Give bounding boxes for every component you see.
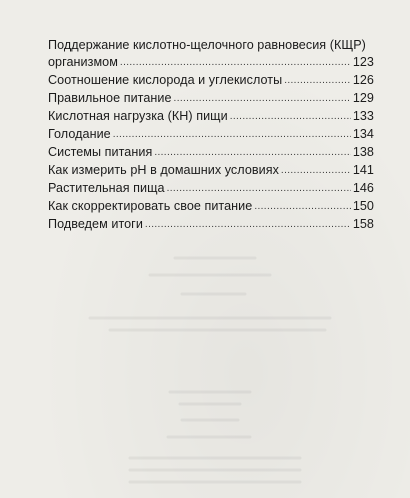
table-of-contents bbox=[48, 37, 374, 234]
leader-dots bbox=[154, 143, 351, 161]
toc-entry bbox=[48, 216, 374, 234]
leader-dots bbox=[120, 53, 351, 71]
toc-entry-title: Кислотная нагрузка (КН) пищи bbox=[48, 109, 228, 123]
toc-entry bbox=[48, 144, 374, 162]
toc-entry-title: Как скорректировать свое питание bbox=[48, 199, 253, 213]
toc-entry-title: Голодание bbox=[48, 127, 111, 141]
leader-dots bbox=[145, 215, 351, 233]
toc-entry bbox=[48, 90, 374, 108]
toc-entry bbox=[48, 108, 374, 126]
toc-page-number: 150 bbox=[352, 199, 374, 213]
toc-entry-title-line: Поддержание кислотно-щелочного равновесия (КЩР) bbox=[48, 38, 366, 52]
toc-entry-title: Правильное питание bbox=[48, 91, 172, 105]
toc-entry bbox=[48, 162, 374, 180]
toc-page-number: 146 bbox=[352, 181, 374, 195]
toc-page-number: 141 bbox=[352, 163, 374, 177]
toc-entry bbox=[48, 37, 374, 72]
leader-dots bbox=[230, 107, 351, 125]
toc-page-number: 129 bbox=[352, 91, 374, 105]
toc-page-number: 134 bbox=[352, 127, 374, 141]
toc-entry bbox=[48, 126, 374, 144]
leader-dots bbox=[113, 125, 351, 143]
leader-dots bbox=[284, 71, 351, 89]
toc-page-number: 158 bbox=[352, 217, 374, 231]
toc-page-number: 138 bbox=[352, 145, 374, 159]
leader-dots bbox=[281, 161, 351, 179]
toc-entry-title-line: организмом bbox=[48, 55, 118, 69]
toc-page-number: 133 bbox=[352, 109, 374, 123]
toc-entry-title: Как измерить pH в домашних условиях bbox=[48, 163, 279, 177]
toc-entry-title: Системы питания bbox=[48, 145, 153, 159]
toc-entry bbox=[48, 72, 374, 90]
toc-entry-title: Соотношение кислорода и углекислоты bbox=[48, 73, 283, 87]
leader-dots bbox=[254, 197, 351, 215]
toc-page-number: 126 bbox=[352, 73, 374, 87]
toc-entry-title: Растительная пища bbox=[48, 181, 165, 195]
leader-dots bbox=[174, 89, 351, 107]
toc-page-number: 123 bbox=[352, 55, 374, 69]
toc-entry bbox=[48, 198, 374, 216]
toc-entry bbox=[48, 180, 374, 198]
leader-dots bbox=[167, 179, 351, 197]
toc-entry-title: Подведем итоги bbox=[48, 217, 143, 231]
